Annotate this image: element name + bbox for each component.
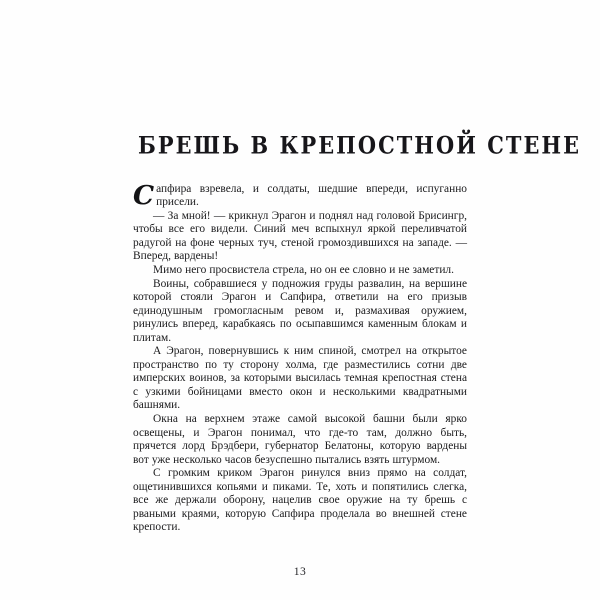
- paragraph: Мимо него просвистела стрела, но он ее словно и не заметил.: [153, 264, 454, 276]
- page-number: 13: [293, 565, 307, 578]
- paragraph: Окна на верхнем этаже самой высокой башни были ярко освещены, и Эрагон понимал, что где-то там, должно быть, прячется лорд Брэдбери, губернатор Белатоны, которую вардены вот уже несколько часов безуспешно пытались взять штурмом.: [133, 413, 467, 466]
- paragraph: Воины, собравшиеся у подножия груды развалин, на вершине которой стояли Эрагон и Сапфира, ответили на его призыв единодушным громогласным ревом и, размахивая оружием, ринулись вперед, карабкаясь по осыпавшимся каменным блокам и плитам.: [133, 277, 467, 344]
- paragraph: — За мной! — крикнул Эрагон и поднял над головой Брисингр, чтобы все его видели. Синий меч вспыхнул яркой переливчатой радугой на фоне черных туч, стеной громоздившихся на западе. — Вперед, вардены!: [133, 209, 467, 263]
- paragraph: А Эрагон, повернувшись к ним спиной, смотрел на открытое пространство по ту сторону холма, где разместились сотни две имперских воинов, за которыми высилась темная крепостная стена с узкими бойницами вместо окон и несколькими квадратными башнями.: [133, 345, 467, 412]
- paragraph: С громким криком Эрагон ринулся вниз прямо на солдат, ощетинившихся копьями и пиками. Те, хоть и попятились слегка, все же держали оборону, нацелив свое оружие на ту брешь с рваными краями, которую Сапфира проделала во внешней стене крепости.: [133, 467, 467, 534]
- paragraph: Сапфира взревела, и солдаты, шедшие впереди, испуганно присели.: [133, 179, 467, 211]
- chapter-body: [133, 179, 467, 535]
- page-text-block: [133, 120, 582, 535]
- chapter-title: БРЕШЬ В КРЕПОСТНОЙ СТЕНЕ: [138, 132, 582, 161]
